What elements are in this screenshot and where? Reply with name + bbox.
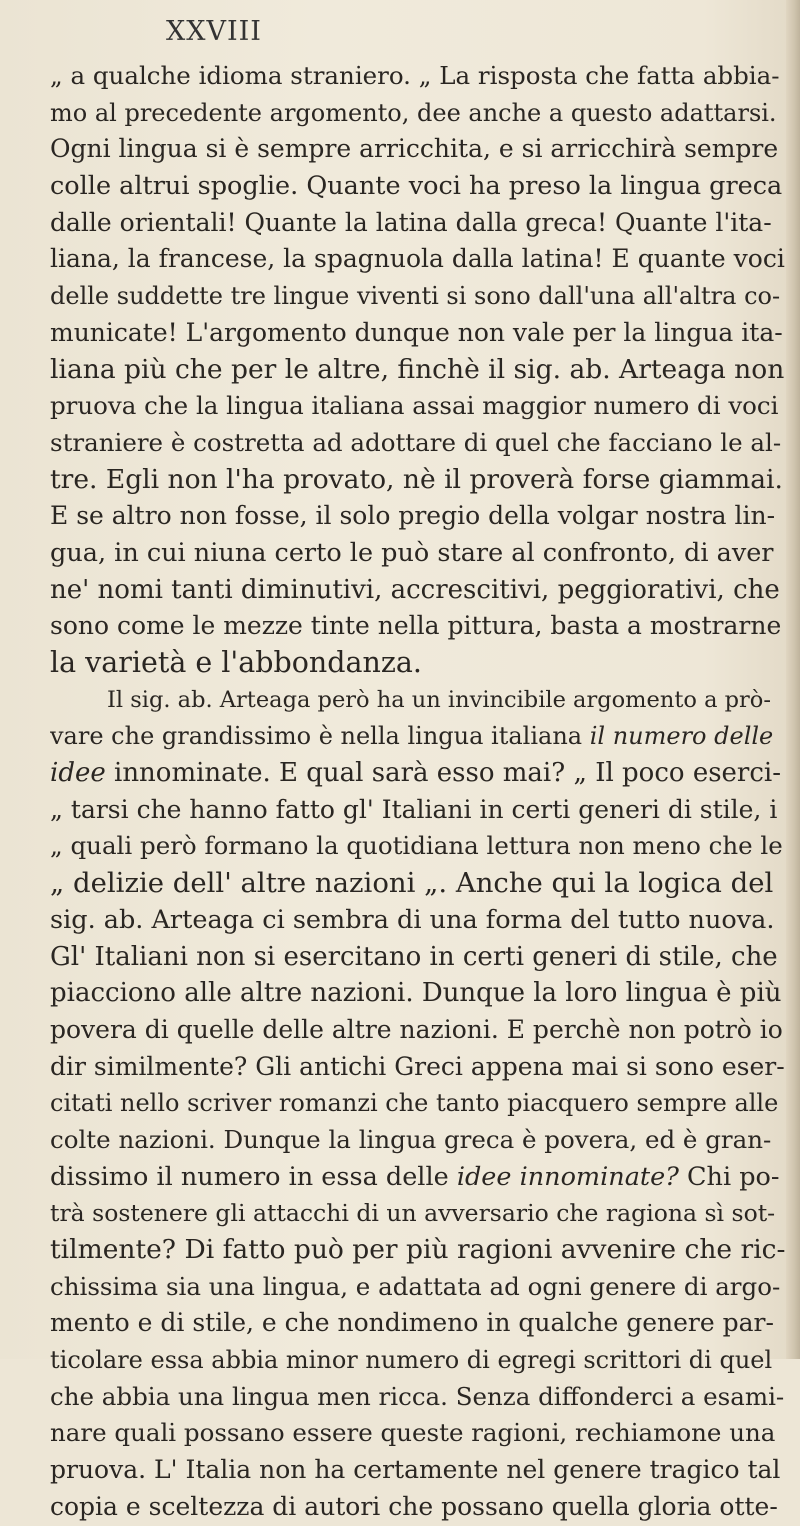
text-line: copia e sceltezza di autori che possano quella gloria otte- bbox=[50, 1491, 778, 1521]
text-line bbox=[50, 755, 785, 792]
text-line: sig. ab. Arteaga ci sembra di una forma del tutto nuova. bbox=[50, 904, 775, 935]
text-line: straniere è costretta ad adottare di quel che facciano le al- bbox=[50, 427, 782, 457]
text-line: delle suddette tre lingue viventi si sono dall'una all'altra co- bbox=[50, 282, 781, 311]
text-line: liana, la francese, la spagnuola dalla latina! E quante voci bbox=[50, 244, 785, 274]
page-edge-shadow bbox=[786, 0, 800, 1359]
text-line bbox=[50, 718, 785, 755]
text-line: citati nello scriver romanzi che tanto piacquero sempre alle bbox=[50, 1089, 779, 1118]
text-line: „ a qualche idioma straniero. „ La risposta che fatta abbia- bbox=[50, 61, 780, 90]
text-line: dir similmente? Gli antichi Greci appena mai si sono eser- bbox=[50, 1051, 785, 1081]
italic-phrase: idee innominate? bbox=[456, 1161, 679, 1192]
text-line: „ quali però formano la quotidiana lettura non meno che le bbox=[50, 831, 783, 861]
text-line bbox=[50, 1159, 785, 1196]
text-line: Gl' Italiani non si esercitano in certi generi di stile, che bbox=[50, 941, 778, 972]
text-line: dalle orientali! Quante la latina dalla greca! Quante l'ita- bbox=[50, 207, 772, 237]
text-line: pruova che la lingua italiana assai maggior numero di voci bbox=[50, 391, 779, 421]
text-line: mo al precedente argomento, dee anche a questo adattarsi. bbox=[50, 98, 777, 127]
text-line: Ogni lingua si è sempre arricchita, e si arricchirà sempre bbox=[50, 134, 779, 164]
text-line: ticolare essa abbia minor numero di egregi scrittori di quel bbox=[50, 1346, 773, 1375]
text-line: municate! L'argomento dunque non vale per la lingua ita- bbox=[50, 317, 783, 347]
text-line: gua, in cui niuna certo le può stare al confronto, di aver bbox=[50, 537, 774, 568]
text-line: sono come le mezze tinte nella pittura, basta a mostrarne bbox=[50, 611, 782, 641]
text-line: nare quali possano essere queste ragioni, rechiamone una bbox=[50, 1418, 776, 1448]
text-segment: vare che grandissimo è nella lingua italiana bbox=[50, 722, 590, 751]
text-line: piacciono alle altre nazioni. Dunque la loro lingua è più bbox=[50, 978, 782, 1009]
text-line: trà sostenere gli attacchi di un avversario che ragiona sì sot- bbox=[50, 1199, 776, 1228]
text-line: colte nazioni. Dunque la lingua greca è povera, ed è gran- bbox=[50, 1124, 772, 1154]
body-text bbox=[50, 58, 785, 1526]
text-line: povera di quelle delle altre nazioni. E perchè non potrò io bbox=[50, 1014, 783, 1044]
text-line: colle altrui spoglie. Quante voci ha preso la lingua greca bbox=[50, 171, 783, 202]
text-segment: dissimo il numero in essa delle bbox=[50, 1161, 457, 1192]
italic-phrase: il numero delle bbox=[589, 722, 774, 751]
text-segment: Chi po- bbox=[678, 1161, 780, 1192]
text-line: Il sig. ab. Arteaga però ha un invincibile argomento a prò- bbox=[107, 686, 771, 713]
text-line: che abbia una lingua men ricca. Senza diffonderci a esami- bbox=[50, 1381, 785, 1411]
text-line: „ tarsi che hanno fatto gl' Italiani in certi generi di stile, i bbox=[50, 794, 778, 824]
text-line: la varietà e l'abbondanza. bbox=[50, 646, 422, 679]
page-number: XXVIII bbox=[166, 16, 262, 47]
text-line: tre. Egli non l'ha provato, nè il proverà forse giammai. bbox=[50, 463, 783, 495]
text-line: mento e di stile, e che nondimeno in qualche genere par- bbox=[50, 1308, 774, 1338]
text-line: chissima sia una lingua, e adattata ad ogni genere di argo- bbox=[50, 1271, 781, 1301]
text-segment: innominate. E qual sarà esso mai? „ Il poco eserci- bbox=[105, 758, 782, 789]
text-line: liana più che per le altre, finchè il sig. ab. Arteaga non bbox=[50, 353, 785, 385]
text-line: tilmente? Di fatto può per più ragioni avvenire che ric- bbox=[50, 1234, 785, 1265]
italic-phrase: idee bbox=[50, 758, 106, 789]
text-line: pruova. L' Italia non ha certamente nel genere tragico tal bbox=[50, 1455, 781, 1485]
text-line: E se altro non fosse, il solo pregio della volgar nostra lin- bbox=[50, 501, 776, 531]
text-line: ne' nomi tanti diminutivi, accrescitivi, peggiorativi, che bbox=[50, 574, 780, 605]
text-line: „ delizie dell' altre nazioni „. Anche qui la logica del bbox=[50, 867, 774, 900]
